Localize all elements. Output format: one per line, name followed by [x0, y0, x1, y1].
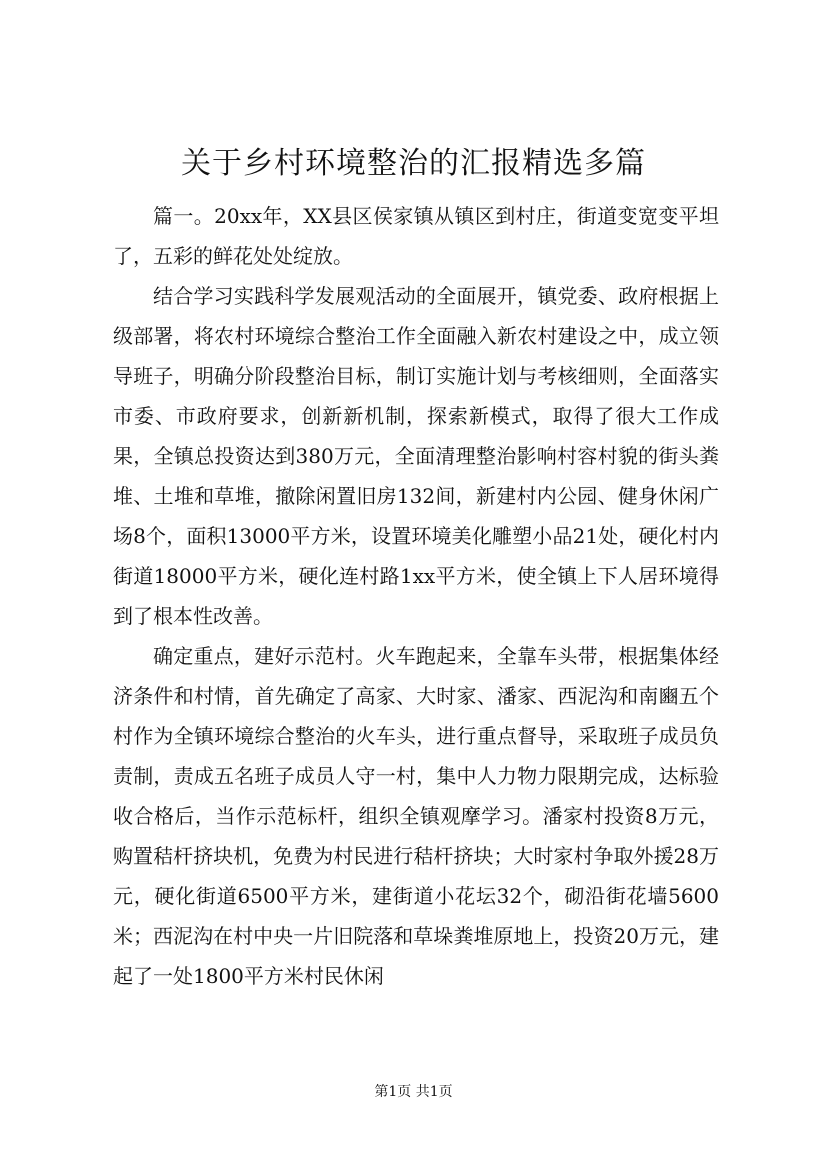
paragraph-1: 篇一。20xx年，XX县区侯家镇从镇区到村庄，街道变宽变平坦了，五彩的鲜花处处绽放。 [113, 204, 719, 268]
paragraph-2: 结合学习实践科学发展观活动的全面展开，镇党委、政府根据上级部署，将农村环境综合整治工作全面融入新农村建设之中，成立领导班子，明确分阶段整治目标，制订实施计划与考核细则，全面落实市委、市政府要求，创新新机制，探索新模式，取得了很大工作成果，全镇总投资达到380万元，全面清理整治影响村容村貌的街头粪堆、土堆和草堆，撤除闲置旧房132间，新建村内公园、健身休闲广场8个，面积13000平方米，设置环境美化雕塑小品21处，硬化村内街道18000平方米，硬化连村路1xx平方米，使全镇上下人居环境得到了根本性改善。 [113, 284, 719, 628]
document-title: 关于乡村环境整治的汇报精选多篇 [181, 146, 646, 181]
document-body [113, 196, 719, 996]
page-footer: 第1页 共1页 [374, 1084, 453, 1100]
paragraph-3: 确定重点，建好示范村。火车跑起来，全靠车头带，根据集体经济条件和村情，首先确定了高家、大时家、潘家、西泥沟和南豳五个村作为全镇环境综合整治的火车头，进行重点督导，采取班子成员负责制，责成五名班子成员人守一村，集中人力物力限期完成，达标验收合格后，当作示范标杆，组织全镇观摩学习。潘家村投资8万元，购置秸杆挤块机，免费为村民进行秸杆挤块；大时家村争取外援28万元，硬化街道6500平方米，建街道小花坛32个，砌沿街花墙5600米；西泥沟在村中央一片旧院落和草垛粪堆原地上，投资20万元，建起了一处1800平方米村民休闲 [113, 644, 719, 988]
